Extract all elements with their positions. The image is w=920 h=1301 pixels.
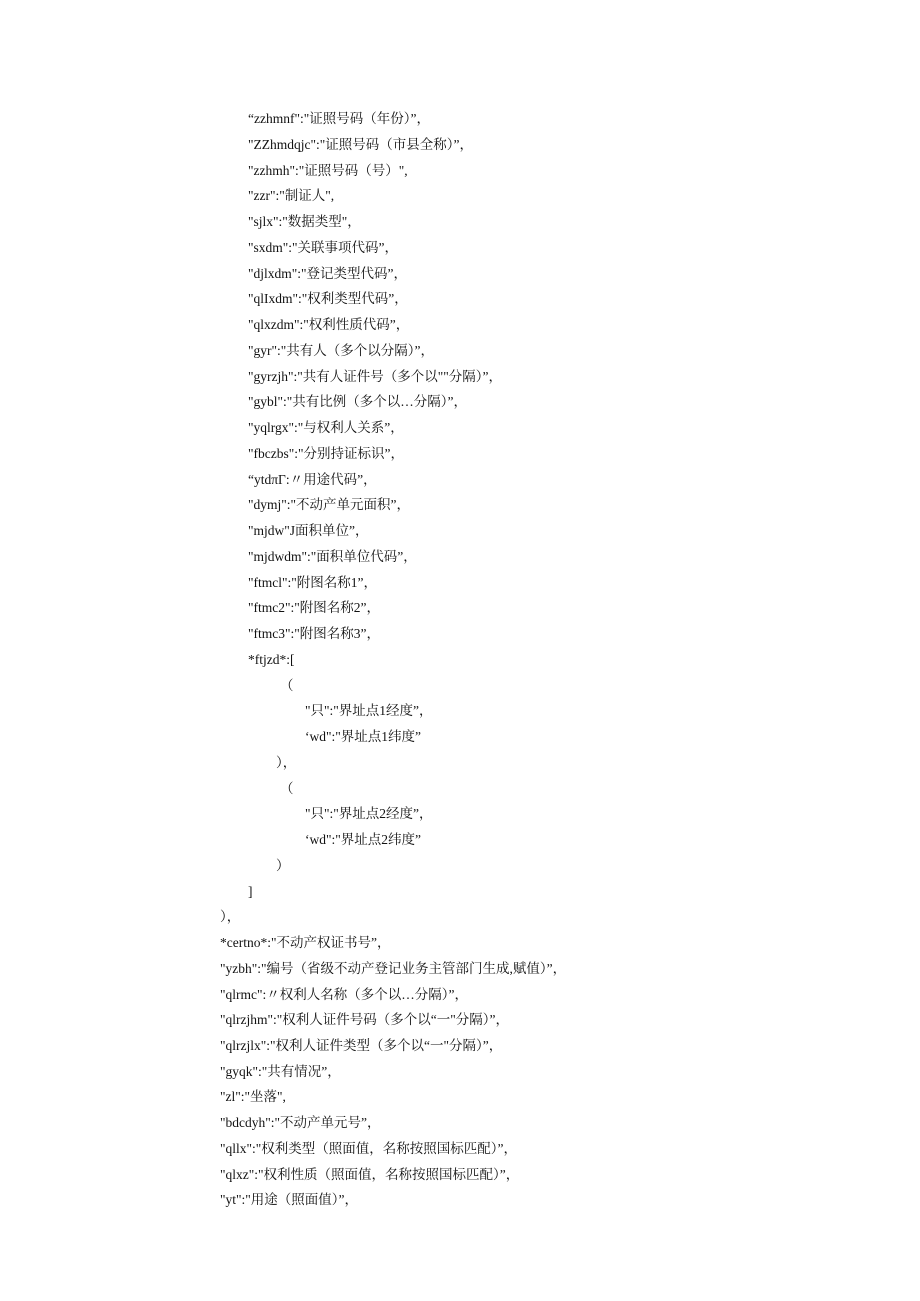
text-line: ] <box>248 884 253 899</box>
text-line: "sjlx":"数据类型"， <box>248 214 361 229</box>
text-line: "yt":"用途（照面值）”， <box>220 1192 359 1207</box>
text-line: ‘wd":"界址点1纬度” <box>305 729 422 744</box>
text-line: "qlxzdm":"权利性质代码”， <box>248 317 410 332</box>
text-line: "qlrzjhm":"权利人证件号码（多个以“一"分隔）”， <box>220 1012 510 1027</box>
text-line: "mjdw"J面积单位”， <box>248 523 369 538</box>
text-line: "zzhmh":"证照号码（号）", <box>248 163 408 178</box>
text-line: "zzr":"制证人", <box>248 188 335 203</box>
text-line: "dymj":"不动产单元面积”， <box>248 497 411 512</box>
text-line: "sxdm":"关联事项代码”， <box>248 240 399 255</box>
text-line: "ftmc2":"附图名称2”， <box>248 600 381 615</box>
text-line: "qlrzjlx":"权利人证件类型（多个以“一"分隔）”， <box>220 1038 503 1053</box>
text-line: "qlIxdm":"权利类型代码”， <box>248 291 408 306</box>
text-line: "yqlrgx":"与权利人关系”， <box>248 420 404 435</box>
text-line: "gyrzjh":"共有人证件号（多个以""分隔）”， <box>248 369 503 384</box>
text-line: ） <box>276 858 290 873</box>
text-line: （ <box>280 678 294 693</box>
text-line: "djlxdm":"登记类型代码”， <box>248 266 408 281</box>
text-line: "gyqk":"共有情况”， <box>220 1064 341 1079</box>
text-line: "qlrmc":〃权利人名称（多个以…分隔）”， <box>220 987 469 1002</box>
text-line: "ftmc3":"附图名称3”， <box>248 626 381 641</box>
text-line: "zl":"坐落", <box>220 1089 286 1104</box>
text-line: "ZZhmdqjc":"证照号码（市县全称）”， <box>248 137 474 152</box>
text-line: "qllx":"权利类型（照面值，名称按照国标匹配）”， <box>220 1141 518 1156</box>
text-line: "qlxz":"权利性质（照面值，名称按照国标匹配）”， <box>220 1167 520 1182</box>
text-line: "只":"界址点2经度”， <box>305 806 433 821</box>
text-line: "ftmcl":"附图名称1”， <box>248 575 378 590</box>
text-line: *certno*:"不动产权证书号”， <box>220 935 391 950</box>
text-line: ‘wd":"界址点2纬度” <box>305 832 422 847</box>
text-line: "yzbh":"编号（省级不动产登记业务主管部门生成,赋值）”， <box>220 961 567 976</box>
text-line: "gybl":"共有比例（多个以…分隔）”， <box>248 394 468 409</box>
text-line: ）， <box>220 909 241 924</box>
text-line: *ftjzd*:[ <box>248 652 295 667</box>
text-line: "只":"界址点1经度”， <box>305 703 433 718</box>
text-line: "bdcdyh":"不动产单元号”， <box>220 1115 381 1130</box>
text-line: ）， <box>276 755 297 770</box>
text-line: "fbczbs":"分别持证标识”， <box>248 446 405 461</box>
text-line: “ytdπΓ:〃用途代码”， <box>248 472 377 487</box>
text-line: "gyr":"共有人（多个以分隔）”， <box>248 343 435 358</box>
text-line: “zzhmnf":"证照号码（年份）”， <box>248 111 430 126</box>
text-line: （ <box>280 781 294 796</box>
text-line: "mjdwdm":"面积单位代码”， <box>248 549 417 564</box>
